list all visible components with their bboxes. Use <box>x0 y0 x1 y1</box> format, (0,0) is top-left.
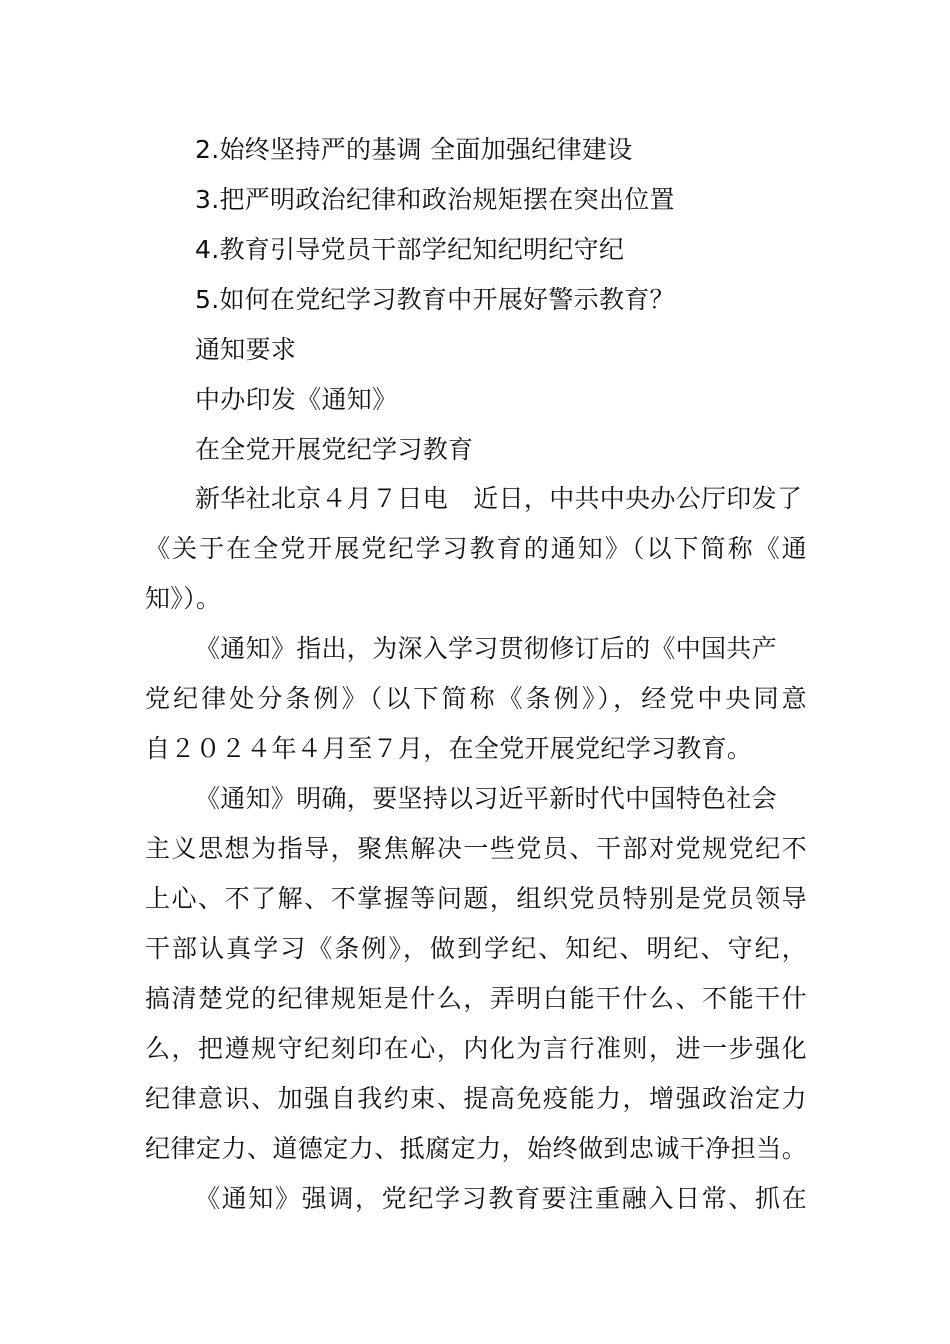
outline-item: 5.如何在党纪学习教育中开展好警示教育？ <box>195 285 675 314</box>
paragraph-line: 纪律定力、道德定力、抵腐定力，始终做到忠诚干净担当。 <box>145 1134 807 1163</box>
paragraph-line: 上心、不了解、不掌握等问题，组织党员特别是党员领导 <box>145 884 807 913</box>
paragraph-line: 《通知》强调，党纪学习教育要注重融入日常、抓在 <box>195 1184 807 1213</box>
paragraph-line: 新华社北京４月７日电 近日，中共中央办公厅印发了 <box>195 484 803 513</box>
outline-item: 2.始终坚持严的基调 全面加强纪律建设 <box>195 135 633 164</box>
paragraph-line: 纪律意识、加强自我约束、提高免疫能力，增强政治定力 <box>145 1084 807 1113</box>
paragraph-line: 搞清楚党的纪律规矩是什么，弄明白能干什么、不能干什 <box>145 984 807 1013</box>
outline-item: 4.教育引导党员干部学纪知纪明纪守纪 <box>195 235 625 264</box>
paragraph-line: 么，把遵规守纪刻印在心，内化为言行准则，进一步强化 <box>145 1034 807 1063</box>
paragraph-line: 《通知》指出，为深入学习贯彻修订后的《中国共产 <box>195 634 777 663</box>
section-heading: 中办印发《通知》 <box>195 385 398 414</box>
paragraph-line: 干部认真学习《条例》，做到学纪、知纪、明纪、守纪， <box>145 934 807 963</box>
paragraph-line: 知》）。 <box>145 584 222 613</box>
paragraph-line: 党纪律处分条例》（以下简称《条例》），经党中央同意 <box>145 684 807 713</box>
section-heading: 通知要求 <box>195 335 297 364</box>
outline-item: 3.把严明政治纪律和政治规矩摆在突出位置 <box>195 185 675 214</box>
paragraph-line: 主义思想为指导，聚焦解决一些党员、干部对党规党纪不 <box>145 834 807 863</box>
paragraph-line: 自２０２４年４月至７月，在全党开展党纪学习教育。 <box>145 734 753 763</box>
paragraph-line: 《关于在全党开展党纪学习教育的通知》（以下简称《通 <box>145 534 807 563</box>
paragraph-line: 《通知》明确，要坚持以习近平新时代中国特色社会 <box>195 784 777 813</box>
section-heading: 在全党开展党纪学习教育 <box>195 435 474 464</box>
